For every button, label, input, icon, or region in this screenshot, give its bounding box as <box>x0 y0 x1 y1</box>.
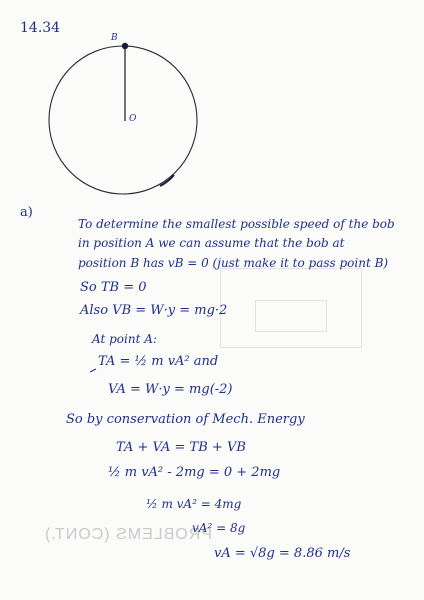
solution-line-13: vA² = 8g <box>192 521 246 535</box>
solution-line-10: TA + VA = TB + VB <box>116 440 246 455</box>
solution-line-6: At point A: <box>92 332 157 346</box>
solution-line-2: in position A we can assume that the bob at <box>78 236 345 250</box>
solution-line-14: vA = √8g = 8.86 m/s <box>214 546 351 561</box>
solution-line-7: TA = ½ m vA² and <box>98 354 219 369</box>
solution-line-8: VA = W·y = mg(-2) <box>108 382 233 397</box>
problem-number: 14.34 <box>20 20 61 36</box>
part-label: a) <box>20 205 33 220</box>
solution-line-1: To determine the smallest possible speed of the bob <box>78 217 395 231</box>
solution-line-4: So TB = 0 <box>80 280 147 295</box>
solution-line-3: position B has vB = 0 (just make it to pass point B) <box>78 256 389 270</box>
label-b: B <box>111 33 118 43</box>
solution-line-5: Also VB = W·y = mg·2 <box>80 303 228 318</box>
solution-line-11: ½ m vA² - 2mg = 0 + 2mg <box>108 465 281 480</box>
label-o: O <box>129 114 137 124</box>
solution-line-12: ½ m vA² = 4mg <box>146 497 242 511</box>
bleed-through-text: PROBLEMS (CONT.) <box>44 526 213 543</box>
solution-line-9: So by conservation of Mech. Energy <box>66 412 305 427</box>
